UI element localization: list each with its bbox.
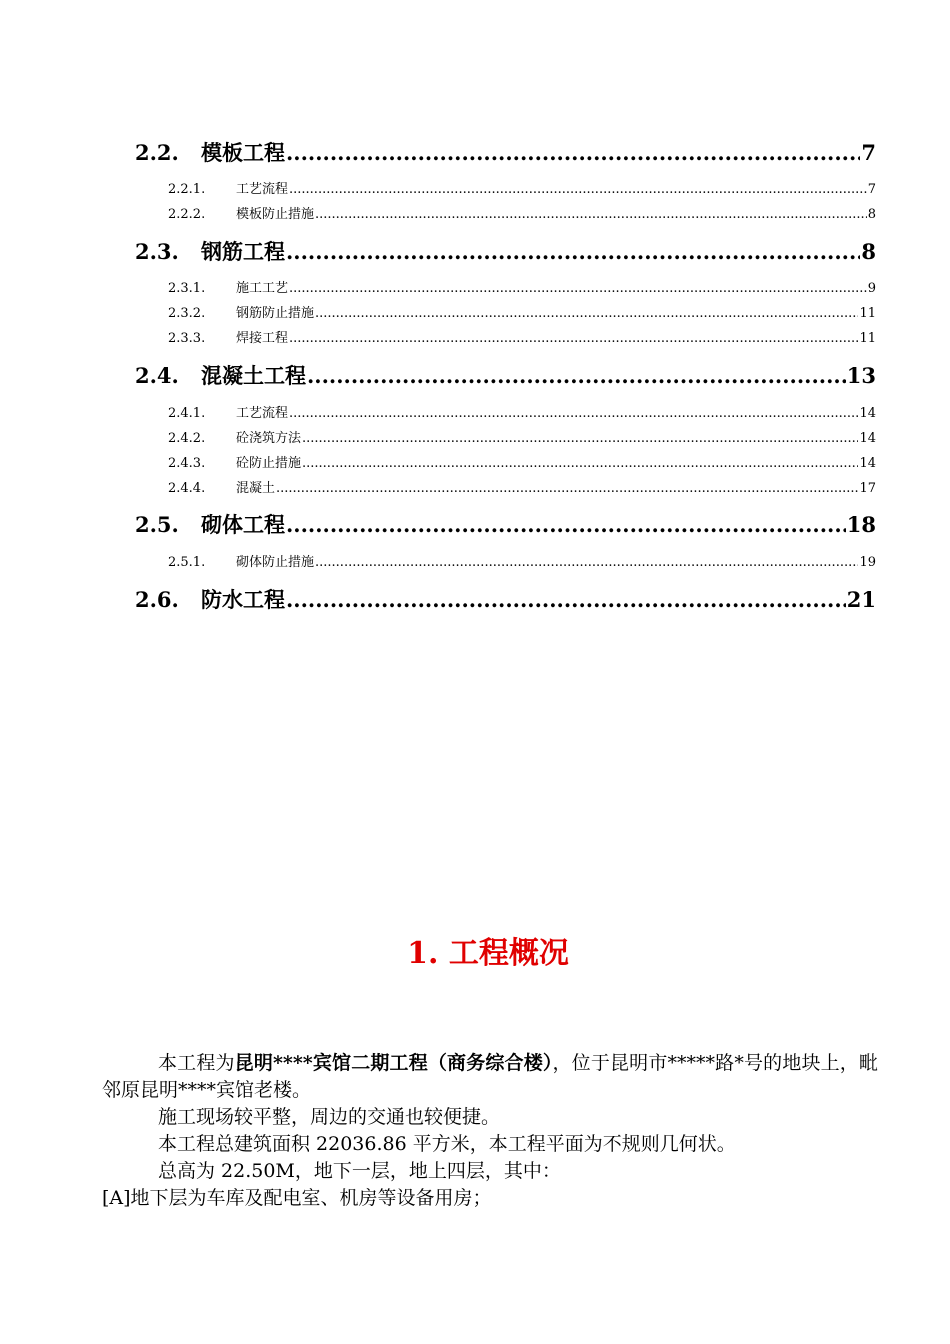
section-body [102,1050,878,1212]
toc-page-number: 14 [859,406,876,421]
toc-label: 砌体工程 [201,512,285,537]
toc-leader-dots [286,140,860,165]
toc-entry-2-4-2[interactable] [168,427,876,446]
toc-entry-2-3-2[interactable] [168,302,876,321]
toc-label: 施工工艺 [236,281,289,296]
toc-label: 砼浇筑方法 [236,431,302,446]
toc-number: 2.4.4. [168,481,206,496]
toc-leader-dots [286,512,846,537]
toc-label: 焊接工程 [236,331,289,346]
toc-label: 钢筋工程 [201,239,285,264]
toc-number: 2.3.2. [168,306,206,321]
toc-leader-dots [286,587,846,612]
paragraph-project-location [102,1050,878,1104]
toc-label: 工艺流程 [236,182,289,197]
toc-label: 混凝土工程 [201,363,306,388]
toc-page-number: 9 [867,281,876,296]
toc-label: 工艺流程 [236,406,289,421]
toc-entry-2-6[interactable] [135,584,876,614]
toc-page-number: 13 [846,363,876,388]
toc-entry-2-5-1[interactable] [168,551,876,570]
toc-entry-2-3[interactable] [135,236,876,266]
toc-leader-dots [286,239,860,264]
toc-number: 2.4.3. [168,456,206,471]
paragraph-area: 本工程总建筑面积 22036.86 平方米，本工程平面为不规则几何状。 [158,1133,736,1155]
toc-leader-dots [276,481,858,496]
toc-entry-2-4[interactable] [135,360,876,390]
toc-page-number: 21 [846,587,876,612]
toc-label: 砌体防止措施 [236,555,315,570]
toc-page-number: 18 [846,512,876,537]
toc-leader-dots [307,363,846,388]
toc-page-number: 7 [861,140,876,165]
toc-leader-dots [302,456,858,471]
section-heading: 1. 工程概况 [407,936,569,971]
paragraph-text: ，位于昆明市*****路*号的地块上，毗邻原昆明****宾馆老楼。 [102,1052,878,1101]
toc-number: 2.4. [135,363,179,388]
toc-page-number: 14 [859,456,876,471]
toc-page-number: 14 [859,431,876,446]
paragraph-text: 本工程为 [158,1052,235,1074]
toc-number: 2.2.1. [168,182,206,197]
toc-page-number: 19 [859,555,876,570]
project-name: 昆明****宾馆二期工程（商务综合楼） [234,1052,553,1074]
toc-entry-2-4-1[interactable] [168,402,876,421]
toc-label: 砼防止措施 [236,456,302,471]
toc-page-number: 7 [867,182,876,197]
toc-leader-dots [289,182,867,197]
toc-entry-2-4-4[interactable] [168,477,876,496]
toc-leader-dots [315,306,858,321]
toc-label: 模板工程 [201,140,285,165]
toc-leader-dots [315,555,858,570]
toc-entry-2-3-3[interactable] [168,327,876,346]
toc-label: 防水工程 [201,587,285,612]
toc-number: 2.4.2. [168,431,206,446]
toc-leader-dots [289,406,858,421]
toc-page-number: 11 [859,331,876,346]
toc-leader-dots [315,207,867,222]
toc-leader-dots [289,331,858,346]
toc-entry-2-3-1[interactable] [168,277,876,296]
paragraph-site: 施工现场较平整，周边的交通也较便捷。 [158,1106,501,1128]
paragraph-basement: [A]地下层为车库及配电室、机房等设备用房； [102,1187,492,1209]
toc-entry-2-5[interactable] [135,509,876,539]
toc-entry-2-4-3[interactable] [168,452,876,471]
toc-number: 2.4.1. [168,406,206,421]
toc-leader-dots [289,281,867,296]
toc-page-number: 8 [867,207,876,222]
paragraph-height: 总高为 22.50M，地下一层，地上四层，其中： [158,1160,561,1182]
toc-label: 混凝土 [236,481,276,496]
toc-number: 2.5. [135,512,179,537]
toc-number: 2.3.3. [168,331,206,346]
toc-number: 2.2. [135,140,179,165]
toc-page-number: 8 [861,239,876,264]
toc-number: 2.3.1. [168,281,206,296]
toc-entry-2-2[interactable] [135,137,876,167]
toc-entry-2-2-2[interactable] [168,203,876,222]
toc-number: 2.6. [135,587,179,612]
toc-leader-dots [302,431,858,446]
toc-label: 模板防止措施 [236,207,315,222]
toc-page-number: 11 [859,306,876,321]
toc-page-number: 17 [859,481,876,496]
toc-label: 钢筋防止措施 [236,306,315,321]
toc-number: 2.3. [135,239,179,264]
toc-number: 2.2.2. [168,207,206,222]
toc-number: 2.5.1. [168,555,206,570]
toc-entry-2-2-1[interactable] [168,178,876,197]
